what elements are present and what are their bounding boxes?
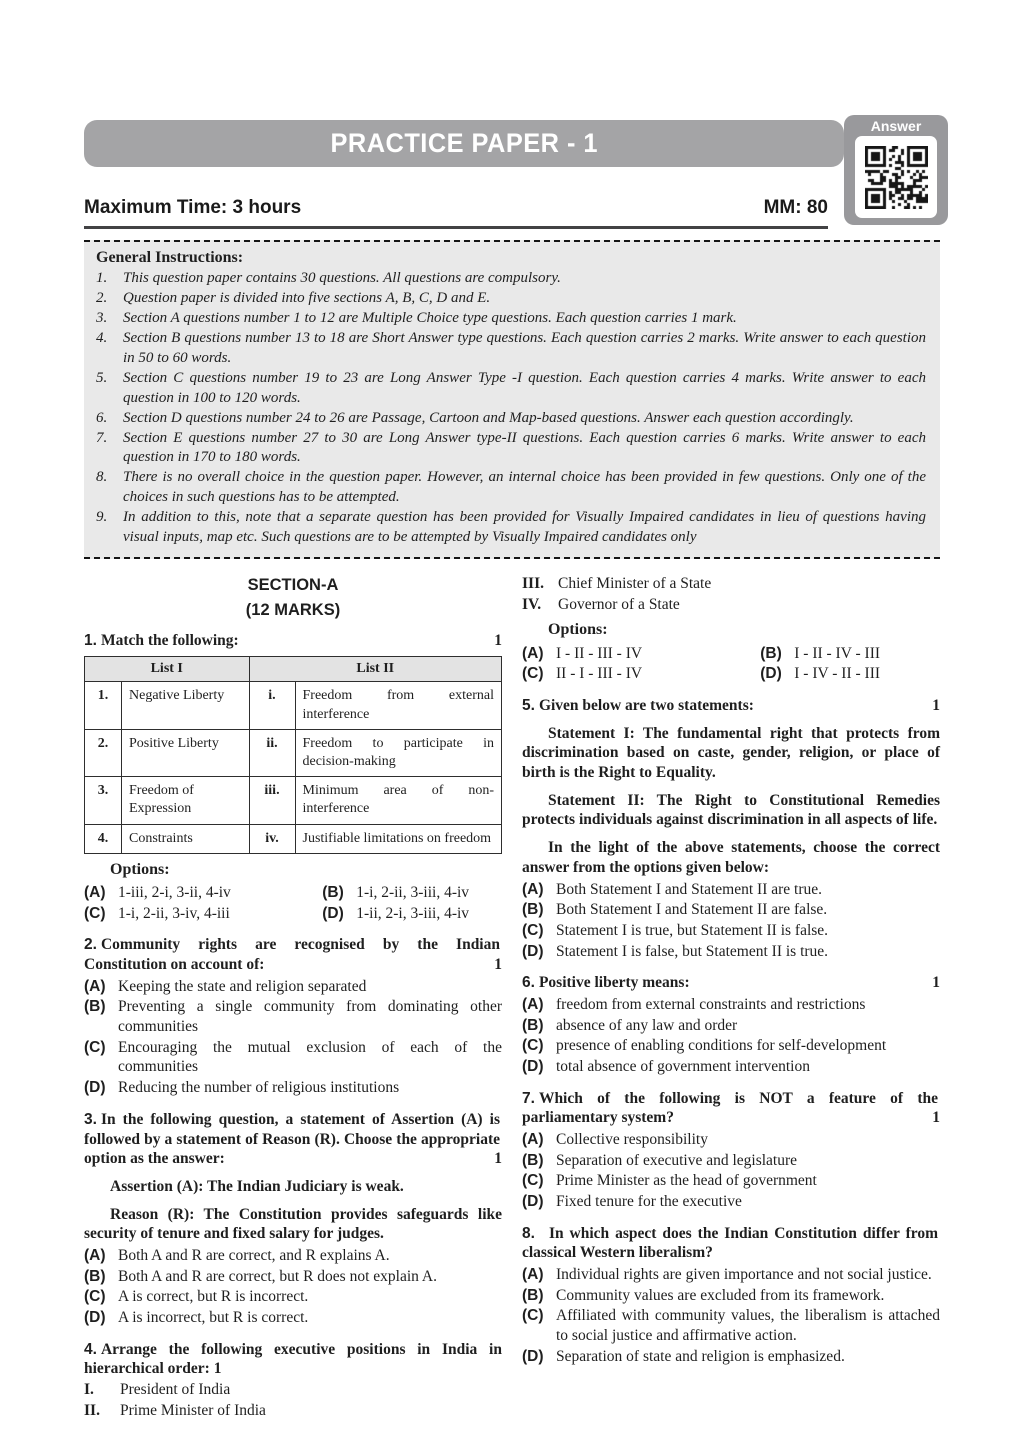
list-item: IV. Governor of a State (522, 595, 680, 613)
question-1-marks: 1 (494, 631, 502, 649)
option-d: (D) A is incorrect, but R is correct. (84, 1308, 309, 1326)
question-5-options (522, 880, 940, 962)
option-d: (D) Fixed tenure for the executive (522, 1192, 742, 1210)
option-d: (D) 1-ii, 2-i, 3-iii, 4-iv (322, 904, 470, 922)
instruction-item: 5. Section C questions number 19 to 23 are Long Answer Type -I question. Each question carries 4 marks. Write answer to each question in 100 to 120 words. (96, 369, 926, 406)
question-4-heading: 4. Arrange the following executive positions in India in hierarchical order: 1 (84, 1340, 502, 1378)
question-5-heading: 5. Given below are two statements: 1 (522, 697, 940, 715)
statement-2: Statement II: The Right to Constitutional Remedies protects individuals against discrimination in all aspects of life. (522, 791, 940, 829)
match-table-header-list2: List II (249, 657, 502, 682)
option-c: (C) Encouraging the mutual exclusion of each of the communities (84, 1038, 502, 1076)
question-6-options (522, 995, 940, 1077)
header (84, 120, 940, 229)
question-1-heading: 1. Match the following: 1 (84, 631, 502, 649)
option-a: (A) Both Statement I and Statement II are true. (522, 880, 822, 898)
question-7 (522, 1089, 940, 1212)
total-marks-label: MM: 80 (763, 197, 828, 218)
section-title: SECTION-A (247, 576, 339, 595)
question-3 (84, 1110, 502, 1328)
option-b: (B) Separation of executive and legislature (522, 1151, 798, 1169)
option-d: (D) Statement I is false, but Statement II is true. (522, 942, 829, 960)
match-table (84, 656, 502, 854)
general-instructions-box (84, 240, 940, 559)
option-c: (C) II - I - III - IV (522, 665, 643, 683)
question-2-heading: 2. Community rights are recognised by the Indian Constitution on account of: 1 (84, 936, 502, 974)
table-row: 4. Constraints iv. Justifiable limitations on freedom (85, 824, 502, 853)
option-b: (B) Community values are excluded from its framework. (522, 1286, 885, 1304)
list-item: III. Chief Minister of a State (522, 575, 712, 593)
option-d: (D) I - IV - II - III (760, 665, 881, 683)
question-1-options (84, 882, 502, 923)
option-a: (A) I - II - III - IV (522, 644, 643, 662)
question-4-continued (522, 574, 940, 684)
option-a: (A) Individual rights are given importance and not social justice. (522, 1265, 932, 1283)
option-a: (A) Keeping the state and religion separated (84, 977, 367, 995)
title-bar (84, 120, 844, 167)
page-title: PRACTICE PAPER - 1 (330, 128, 598, 158)
question-4-marks: 1 (213, 1360, 222, 1378)
instruction-item: 6. Section D questions number 24 to 26 are Passage, Cartoon and Map-based questions. Answer each question accordingly. (96, 409, 854, 426)
option-d: (D) Reducing the number of religious institutions (84, 1079, 400, 1097)
instruction-item: 4. Section B questions number 13 to 18 are Short Answer type questions. Each question carries 2 marks. Write answer to each question in 50 to 60 words. (96, 329, 926, 366)
option-c: (C) A is correct, but R is incorrect. (84, 1288, 309, 1306)
qr-box (855, 136, 937, 218)
question-1 (84, 631, 502, 924)
option-b: (B) Preventing a single community from dominating other communities (84, 998, 502, 1036)
question-3-options (84, 1246, 502, 1328)
table-row: 3. Freedom of Expression iii. Minimum area of non-interference (85, 777, 502, 824)
option-c: (C) 1-i, 2-ii, 3-iv, 4-iii (84, 904, 230, 922)
question-2-options (84, 977, 502, 1098)
option-b: (B) absence of any law and order (522, 1016, 738, 1034)
option-b: (B) Both A and R are correct, but R does not explain A. (84, 1267, 437, 1285)
qr-answer-label: Answer (870, 118, 922, 134)
section-heading (84, 573, 502, 623)
section-marks: (12 MARKS) (245, 600, 341, 619)
option-b: (B) I - II - IV - III (760, 644, 881, 662)
list-item: II. Prime Minister of India (84, 1401, 266, 1419)
option-a: (A) 1-iii, 2-i, 3-ii, 4-iv (84, 884, 231, 902)
instruction-item: 8. There is no overall choice in the question paper. However, an internal choice has been provided in few questions. Only one of the choices in such questions has to be attempted. (96, 469, 926, 506)
question-7-marks: 1 (932, 1109, 940, 1127)
instruction-item: 2. Question paper is divided into five sections A, B, C, D and E. (96, 289, 491, 306)
instructions-heading: General Instructions: (96, 249, 244, 266)
question-8 (522, 1224, 940, 1367)
reason-statement: Reason (R): The Constitution provides safeguards like security of tenure and fixed salary for judges. (84, 1205, 502, 1243)
option-c: (C) presence of enabling conditions for self-development (522, 1037, 887, 1055)
instruction-item: 7. Section E questions number 27 to 30 are Long Answer type-II questions. Each question carries 6 marks. Write answer to each question in 170 to 180 words. (96, 429, 926, 466)
question-5-marks: 1 (932, 697, 940, 715)
option-a: (A) Collective responsibility (522, 1130, 708, 1148)
instruction-item: 3. Section A questions number 1 to 12 are Multiple Choice type questions. Each question carries 1 mark. (96, 309, 737, 326)
question-3-heading: 3. In the following question, a statement of Assertion (A) is followed by a statement of Reason (R). Choose the appropriate option as the answer: 1 (84, 1110, 502, 1168)
question-6-heading: 6. Positive liberty means: 1 (522, 974, 940, 992)
option-c: (C) Prime Minister as the head of government (522, 1172, 817, 1190)
instruction-item: 1. This question paper contains 30 questions. All questions are compulsory. (96, 270, 561, 286)
question-4 (84, 1340, 502, 1421)
option-c: (C) Statement I is true, but Statement II is false. (522, 921, 829, 939)
question-3-marks: 1 (494, 1150, 502, 1168)
question-8-heading: 8. In which aspect does the Indian Constitution differ from classical Western liberalism? (522, 1224, 938, 1262)
question-6 (522, 973, 940, 1076)
option-d: (D) Separation of state and religion is emphasized. (522, 1347, 845, 1365)
question-5-prompt: In the light of the above statements, choose the correct answer from the options given below: (522, 839, 940, 876)
question-5 (522, 696, 940, 961)
question-7-heading: 7. Which of the following is NOT a feature of the parliamentary system? 1 (522, 1089, 940, 1127)
question-6-marks: 1 (932, 974, 940, 992)
match-table-header-list1: List I (85, 657, 250, 682)
option-a: (A) Both A and R are correct, and R explains A. (84, 1246, 390, 1264)
option-b: (B) Both Statement I and Statement II are false. (522, 901, 828, 919)
statement-1: Statement I: The fundamental right that protects from discrimination based on caste, gender, religion, or place of birth is the Right to Equality. (522, 724, 940, 782)
answer-qr-code (865, 146, 928, 209)
options-label: Options: (110, 860, 170, 878)
question-2 (84, 935, 502, 1097)
question-8-options (522, 1265, 940, 1366)
question-2-marks: 1 (494, 956, 502, 974)
option-a: (A) freedom from external constraints and restrictions (522, 995, 866, 1013)
question-4-options (522, 643, 940, 684)
table-row: 1. Negative Liberty i. Freedom from external interference (85, 682, 502, 729)
question-7-options (522, 1130, 940, 1212)
max-time-label: Maximum Time: 3 hours (84, 197, 302, 218)
option-b: (B) 1-i, 2-ii, 3-iii, 4-iv (322, 884, 470, 902)
answer-qr-panel (844, 115, 948, 225)
option-d: (D) total absence of government intervention (522, 1057, 810, 1075)
table-row: 2. Positive Liberty ii. Freedom to participate in decision-making (85, 729, 502, 776)
option-c: (C) Affiliated with community values, the liberalism is attached to social justice and affirmative action. (522, 1307, 940, 1344)
options-label: Options: (548, 621, 608, 639)
left-column (84, 573, 502, 1420)
instruction-item: 9. In addition to this, note that a separate question has been provided for Visually Impaired candidates in lieu of questions having visual inputs, map etc. Such questions are to be attempted by Visually Impaired candidates only (96, 509, 926, 546)
right-column (522, 573, 940, 1420)
list-item: I. President of India (84, 1380, 231, 1398)
assertion-statement: Assertion (A): The Indian Judiciary is weak. (110, 1177, 404, 1195)
meta-row (84, 197, 828, 229)
